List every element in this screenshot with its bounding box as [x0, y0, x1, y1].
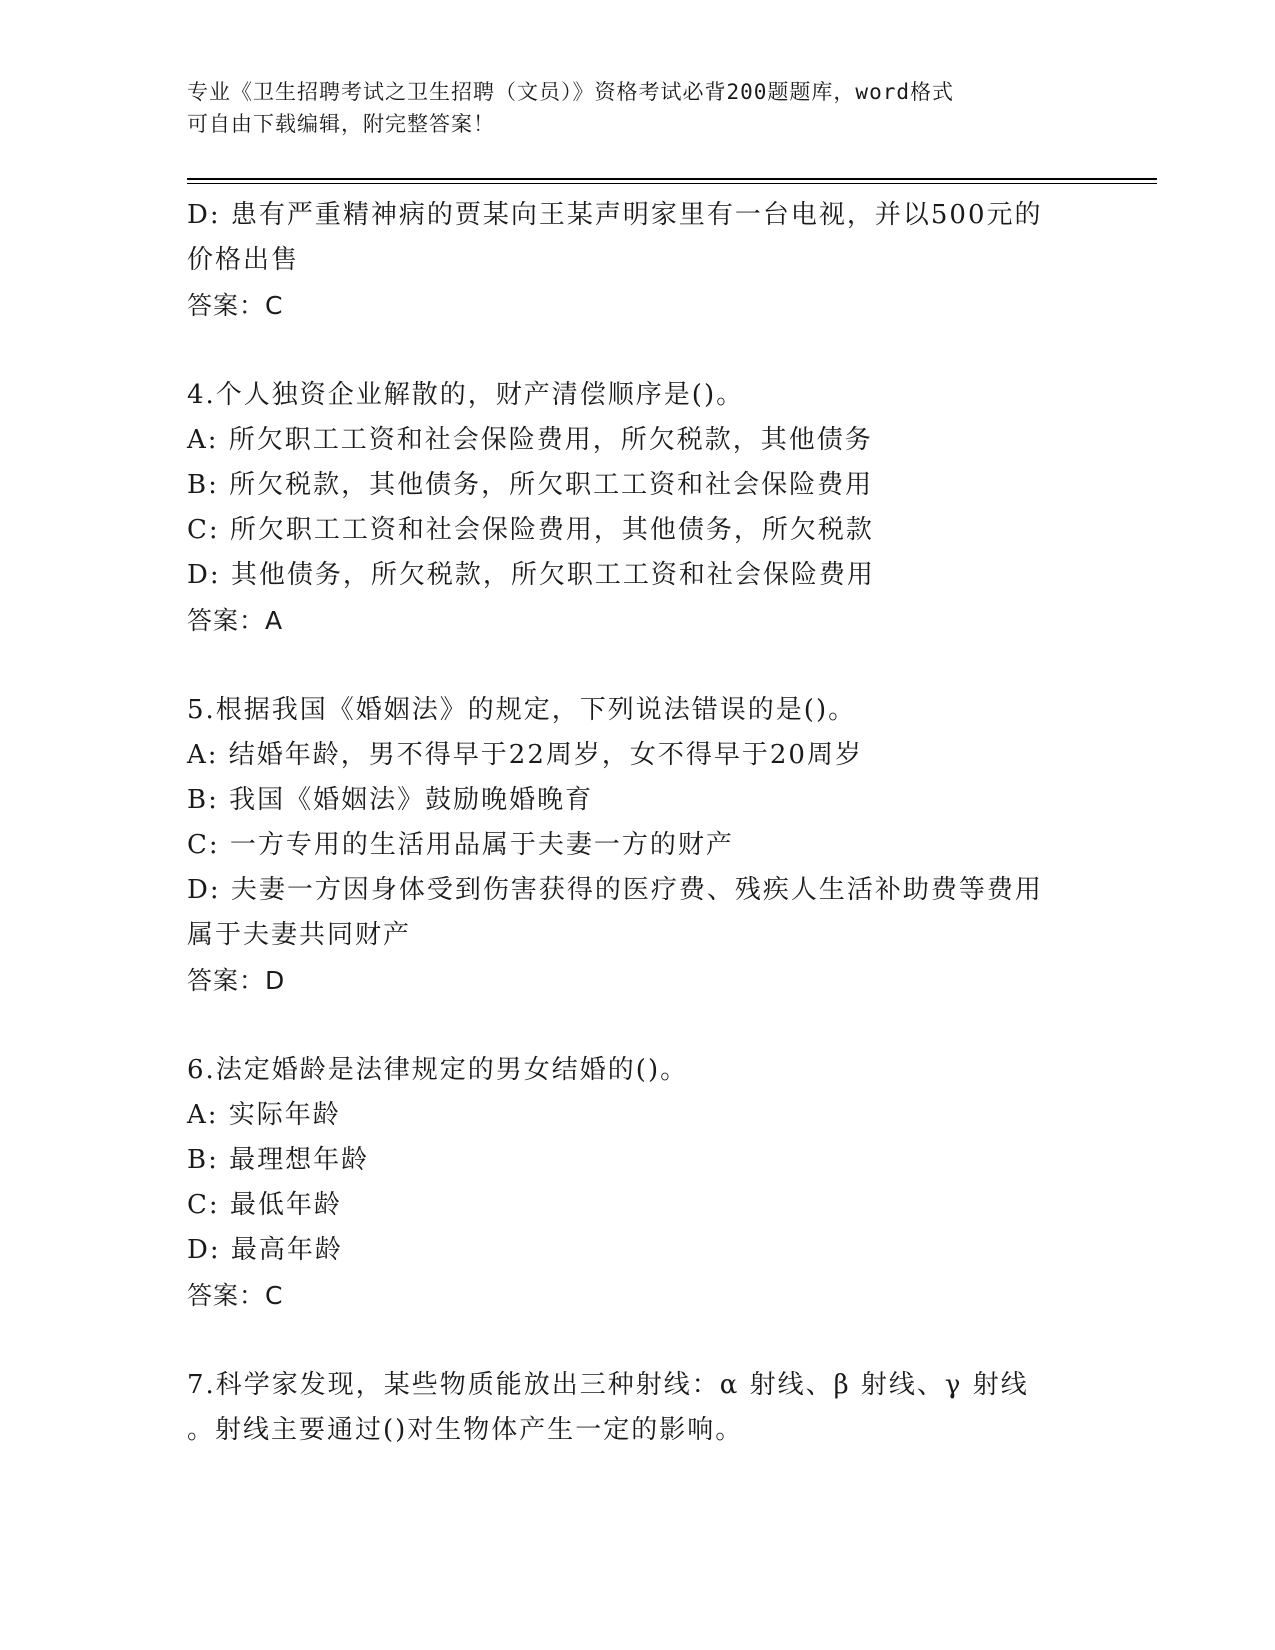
question-6	[187, 1048, 1087, 1318]
spacer	[187, 1003, 1087, 1048]
document-header	[187, 76, 1087, 140]
option-d-line-2: 价格出售	[187, 245, 300, 275]
option-c: C: 所欠职工工资和社会保险费用，其他债务，所欠税款	[187, 515, 874, 545]
spacer	[187, 643, 1087, 688]
answer-line: 答案：C	[187, 1281, 284, 1310]
answer-line: 答案：C	[187, 291, 284, 320]
spacer	[187, 1318, 1087, 1363]
header-rule-thick	[187, 178, 1157, 180]
header-title-line-2: 可自由下载编辑，附完整答案！	[187, 112, 495, 136]
option-c: C: 最低年龄	[187, 1190, 342, 1220]
question-content	[187, 193, 1087, 1453]
question-text: 6.法定婚龄是法律规定的男女结婚的()。	[187, 1055, 689, 1085]
option-d-line-2: 属于夫妻共同财产	[187, 920, 412, 950]
option-b: B: 所欠税款，其他债务，所欠职工工资和社会保险费用	[187, 470, 874, 500]
option-d: D: 其他债务，所欠税款，所欠职工工资和社会保险费用	[187, 560, 875, 590]
header-title-line-1: 专业《卫生招聘考试之卫生招聘（文员）》资格考试必背200题题库，word格式	[187, 80, 954, 104]
header-rule-thin	[187, 183, 1157, 184]
question-text-line-1: 7.科学家发现，某些物质能放出三种射线：α 射线、β 射线、γ 射线	[187, 1370, 1029, 1400]
question-7	[187, 1363, 1087, 1453]
option-a: A: 所欠职工工资和社会保险费用，所欠税款，其他债务	[187, 425, 873, 455]
option-b: B: 最理想年龄	[187, 1145, 370, 1175]
option-c: C: 一方专用的生活用品属于夫妻一方的财产	[187, 830, 734, 860]
previous-question-tail	[187, 193, 1087, 328]
answer-line: 答案：A	[187, 606, 284, 635]
question-5	[187, 688, 1087, 1003]
option-d: D: 最高年龄	[187, 1235, 343, 1265]
question-4	[187, 373, 1087, 643]
answer-line: 答案：D	[187, 966, 286, 995]
question-text-line-2: 。射线主要通过()对生物体产生一定的影响。	[187, 1415, 744, 1445]
option-b: B: 我国《婚姻法》鼓励晚婚晚育	[187, 785, 594, 815]
question-text: 4.个人独资企业解散的，财产清偿顺序是()。	[187, 380, 745, 410]
option-d-line-1: D: 夫妻一方因身体受到伤害获得的医疗费、残疾人生活补助费等费用	[187, 875, 1043, 905]
option-a: A: 实际年龄	[187, 1100, 341, 1130]
option-a: A: 结婚年龄，男不得早于22周岁，女不得早于20周岁	[187, 740, 863, 770]
spacer	[187, 328, 1087, 373]
question-text: 5.根据我国《婚姻法》的规定，下列说法错误的是()。	[187, 695, 857, 725]
option-d-line-1: D: 患有严重精神病的贾某向王某声明家里有一台电视，并以500元的	[187, 200, 1043, 230]
